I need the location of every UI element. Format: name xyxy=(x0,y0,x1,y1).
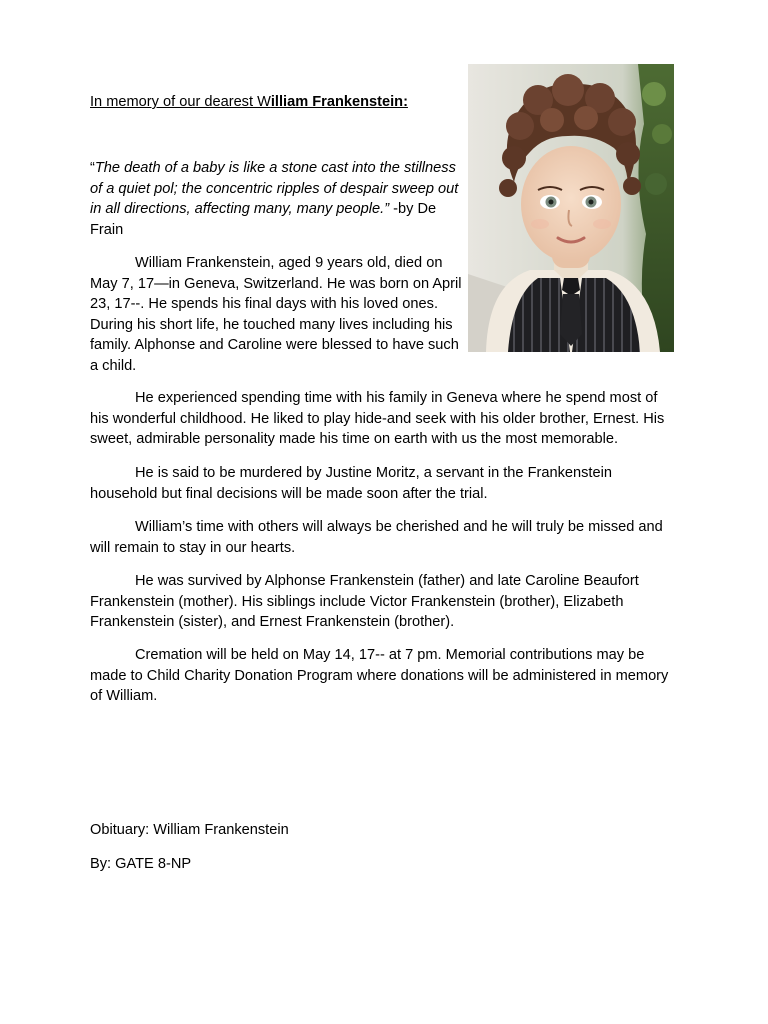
byline: By: GATE 8-NP xyxy=(90,856,192,872)
memorial-quote xyxy=(90,158,462,240)
portrait-illustration xyxy=(468,64,674,352)
paragraph-cause: He is said to be murdered by Justine Moritz, a servant in the Frankenstein household but final decisions will be made soon after the trial. xyxy=(90,465,612,502)
paragraph-remembrance: William’s time with others will always be cherished and he will truly be missed and will remain to stay in our hearts. xyxy=(90,519,663,556)
paragraph-childhood: He experienced spending time with his family in Geneva where he spend most of his wonderful childhood. He liked to play hide-and seek with his older brother, Ernest. His sweet, admirable personality made his time on earth with us the most memorable. xyxy=(90,390,665,448)
child-portrait-photo xyxy=(468,64,674,352)
obituary-title: Obituary: William Frankenstein xyxy=(90,822,289,838)
paragraph-biography: William Frankenstein, aged 9 years old, died on May 7, 17—in Geneva, Switzerland. He was born on April 23, 17--. He spends his final days with his loved ones. During his short life, he touched many lives including his family. Alphonse and Caroline were blessed to have such a child. xyxy=(90,255,462,374)
paragraph-survivors: He was survived by Alphonse Frankenstein (father) and late Caroline Beaufort Frankenstein (mother). His siblings include Victor Frankenstein (brother), Elizabeth Frankenstein (sister), and Ernest Frankenstein (brother). xyxy=(90,573,639,631)
quote-attribution: -by De Frain xyxy=(90,201,437,238)
quote-text: The death of a baby is like a stone cast into the stillness of a quiet pol; the concentric ripples of despair sweep out in all directions, affecting many, many people.” xyxy=(90,160,459,218)
page-title xyxy=(90,92,408,112)
quote-open-mark: “ xyxy=(90,160,95,176)
title-name: illiam Frankenstein: xyxy=(270,94,408,110)
title-prefix: In memory of our dearest W xyxy=(90,94,271,110)
paragraph-services: Cremation will be held on May 14, 17-- at 7 pm. Memorial contributions may be made to Child Charity Donation Program where donations will be administered in memory of William. xyxy=(90,647,669,705)
